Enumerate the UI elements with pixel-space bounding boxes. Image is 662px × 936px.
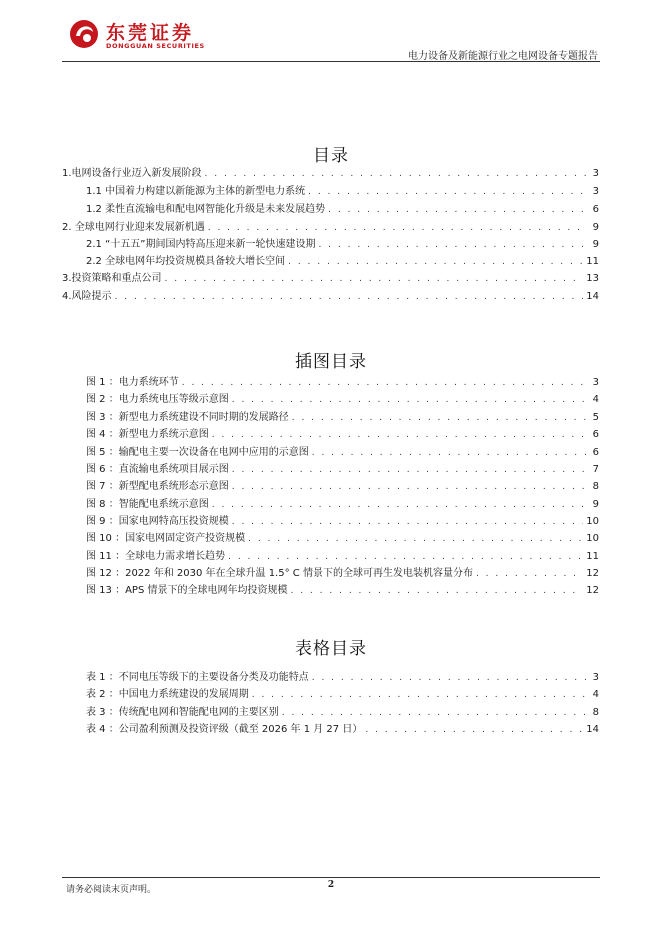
figure-item-label: 图 4 ：新型电力系统示意图 <box>86 429 209 440</box>
figure-item-page: 12 <box>586 585 599 596</box>
figure-item-page: 10 <box>586 533 599 544</box>
figures-heading: 插图目录 <box>295 352 367 372</box>
table-item-label: 表 4 ：公司盈利预测及投资评级（截至 2026 年 1 月 27 日） <box>86 724 363 735</box>
toc-item-label: 2.1 “十五五”期间国内特高压迎来新一轮快速建设期 <box>86 239 316 250</box>
leader-dots <box>232 464 586 476</box>
figure-item-page: 6 <box>592 429 599 440</box>
toc-item-page: 14 <box>586 291 599 302</box>
figure-item-page: 8 <box>592 481 599 492</box>
table-item-page: 4 <box>592 689 599 700</box>
leader-dots <box>115 291 584 303</box>
leader-dots <box>288 256 583 268</box>
figure-item-page: 12 <box>586 568 599 579</box>
figure-item-label: 图 13 ：APS 情景下的全球电网年均投资规模 <box>86 585 288 596</box>
leader-dots <box>312 672 586 684</box>
leader-dots <box>232 481 586 493</box>
leader-dots <box>476 568 583 580</box>
figure-item-page: 9 <box>592 499 599 510</box>
table-item-page: 8 <box>592 707 599 718</box>
figure-item-page: 7 <box>592 464 599 475</box>
tables-heading: 表格目录 <box>295 639 367 659</box>
leader-dots <box>365 724 583 736</box>
toc-item[interactable] <box>86 186 599 198</box>
figure-item[interactable] <box>86 429 599 441</box>
toc-item-label: 1.2 柔性直流输电和配电网智能化升级是未来发展趋势 <box>86 204 326 215</box>
figure-item[interactable] <box>86 533 599 545</box>
toc-item-page: 11 <box>586 256 599 267</box>
figure-item-page: 11 <box>586 551 599 562</box>
toc-item[interactable] <box>86 256 599 268</box>
figure-item[interactable] <box>86 394 599 406</box>
figure-item-page: 5 <box>592 412 599 423</box>
toc-item[interactable] <box>86 204 599 216</box>
toc-item[interactable] <box>62 273 599 285</box>
toc-item-label: 3.投资策略和重点公司 <box>62 273 162 284</box>
brand-name-cn: 东莞证券 <box>106 22 195 44</box>
toc-item-label: 2.2 全球电网年均投资规模具备较大增长空间 <box>86 256 286 267</box>
figure-item[interactable] <box>86 551 599 563</box>
toc-item-page: 9 <box>592 239 599 250</box>
leader-dots <box>205 168 586 180</box>
figure-item-label: 图 6 ：直流输电系统项目展示图 <box>86 464 229 475</box>
toc-item-label: 4.风险提示 <box>62 291 112 302</box>
figure-item[interactable] <box>86 377 599 389</box>
table-item[interactable] <box>86 672 599 684</box>
figure-item-label: 图 8 ：智能配电系统示意图 <box>86 499 209 510</box>
brand-name-en: DONGGUAN SECURITIES <box>106 42 205 50</box>
leader-dots <box>232 394 586 406</box>
leader-dots <box>328 204 586 216</box>
figure-item[interactable] <box>86 568 599 580</box>
figure-item-label: 图 10 ：国家电网固定资产投资规模 <box>86 533 246 544</box>
figure-item[interactable] <box>86 499 599 511</box>
report-title: 电力设备及新能源行业之电网设备专题报告 <box>408 51 598 62</box>
leader-dots <box>208 222 586 234</box>
leader-dots <box>318 239 586 251</box>
figure-item-page: 10 <box>586 516 599 527</box>
figure-item-label: 图 11 ：全球电力需求增长趋势 <box>86 551 226 562</box>
table-item[interactable] <box>86 724 599 736</box>
toc-item-label: 1.1 中国着力构建以新能源为主体的新型电力系统 <box>86 186 306 197</box>
figure-item-label: 图 3 ：新型电力系统建设不同时期的发展路径 <box>86 412 289 423</box>
company-logo <box>66 16 205 56</box>
figure-item-label: 图 12 ：2022 年和 2030 年在全球升温 1.5° C 情景下的全球可再生发电装机容量分布 <box>86 568 473 579</box>
figure-item[interactable] <box>86 481 599 493</box>
footer-divider <box>62 877 600 878</box>
toc-item-label: 1.电网设备行业迈入新发展阶段 <box>62 168 202 179</box>
leader-dots <box>232 516 584 528</box>
table-item-page: 3 <box>592 672 599 683</box>
leader-dots <box>282 707 586 719</box>
figure-item-label: 图 7 ：新型配电系统形态示意图 <box>86 481 229 492</box>
leader-dots <box>308 186 586 198</box>
figure-item-label: 图 9 ：国家电网特高压投资规模 <box>86 516 229 527</box>
toc-item[interactable] <box>62 168 599 180</box>
toc-item-label: 2. 全球电网行业迎来发展新机遇 <box>62 222 205 233</box>
figure-item-page: 6 <box>592 447 599 458</box>
figure-item[interactable] <box>86 585 599 597</box>
disclaimer-note: 请务必阅读末页声明。 <box>66 885 157 895</box>
figure-item[interactable] <box>86 412 599 424</box>
toc-item-page: 9 <box>592 222 599 233</box>
logo-icon <box>66 16 102 52</box>
table-item-page: 14 <box>586 724 599 735</box>
leader-dots <box>228 551 583 563</box>
leader-dots <box>292 412 586 424</box>
table-item[interactable] <box>86 689 599 701</box>
figure-item-page: 3 <box>592 377 599 388</box>
figure-item[interactable] <box>86 464 599 476</box>
toc-item[interactable] <box>62 291 599 303</box>
leader-dots <box>248 533 583 545</box>
toc-item[interactable] <box>86 239 599 251</box>
leader-dots <box>252 689 586 701</box>
table-item-label: 表 2 ：中国电力系统建设的发展周期 <box>86 689 249 700</box>
figure-item-label: 图 1 ：电力系统环节 <box>86 377 179 388</box>
leader-dots <box>290 585 583 597</box>
figure-item-label: 图 5 ：输配电主要一次设备在电网中应用的示意图 <box>86 447 309 458</box>
contents-heading: 目录 <box>313 146 349 166</box>
toc-item[interactable] <box>62 222 599 234</box>
table-item[interactable] <box>86 707 599 719</box>
figure-item[interactable] <box>86 516 599 528</box>
table-item-label: 表 3 ：传统配电网和智能配电网的主要区别 <box>86 707 279 718</box>
toc-item-page: 3 <box>592 168 599 179</box>
toc-item-page: 13 <box>586 273 599 284</box>
figure-item-label: 图 2 ：电力系统电压等级示意图 <box>86 394 229 405</box>
header-divider <box>62 61 600 62</box>
leader-dots <box>165 273 584 285</box>
toc-item-page: 3 <box>592 186 599 197</box>
toc-item-page: 6 <box>592 204 599 215</box>
figure-item[interactable] <box>86 447 599 459</box>
leader-dots <box>212 429 586 441</box>
leader-dots <box>182 377 586 389</box>
figure-item-page: 4 <box>592 394 599 405</box>
page-header <box>0 0 662 64</box>
leader-dots <box>212 499 586 511</box>
table-item-label: 表 1 ：不同电压等级下的主要设备分类及功能特点 <box>86 672 309 683</box>
page-number: 2 <box>327 880 335 890</box>
leader-dots <box>312 447 586 459</box>
